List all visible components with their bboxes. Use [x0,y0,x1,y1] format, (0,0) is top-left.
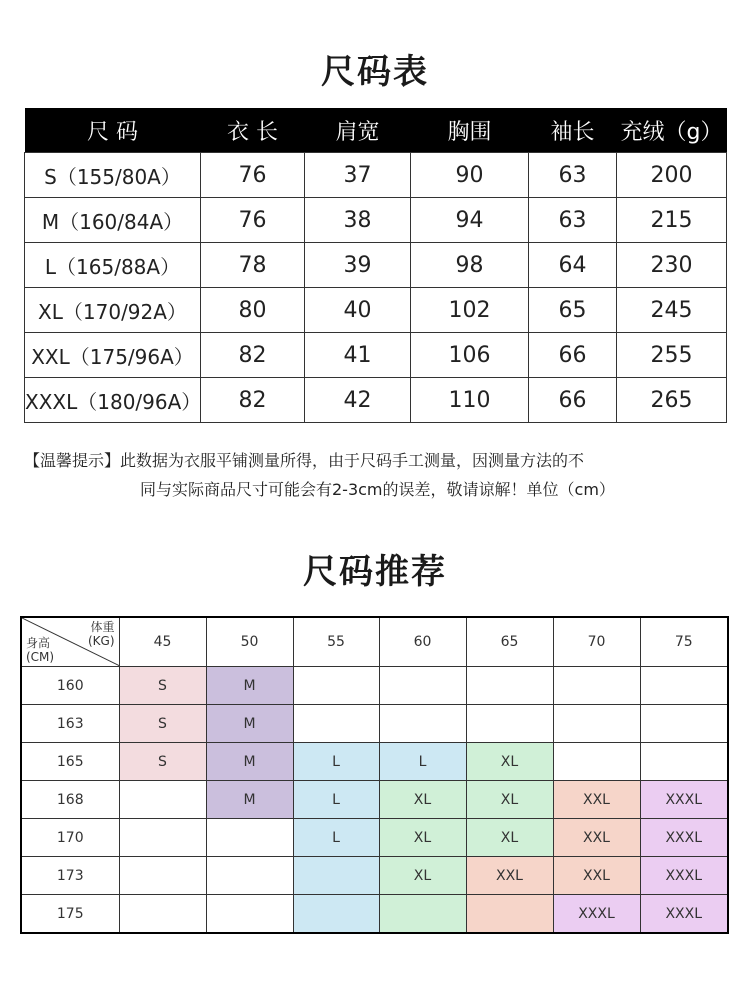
recommended-size-cell: XXXL [640,781,728,819]
size-chart-row [25,288,727,333]
measurement-cell: 230 [617,243,727,288]
recommended-size-cell [379,667,466,705]
height-row-header: 160 [21,667,119,705]
recommend-row [21,895,728,934]
height-row-header: 173 [21,857,119,895]
measurement-cell: 80 [201,288,305,333]
recommended-size-cell [466,895,553,934]
size-label-cell: S（155/80A） [25,153,201,198]
recommend-row [21,743,728,781]
height-label: 身高 [26,636,51,650]
measurement-cell: 102 [411,288,529,333]
recommend-row [21,667,728,705]
recommended-size-cell [206,857,293,895]
height-row-header: 163 [21,705,119,743]
weight-header-cell: 75 [640,617,728,667]
recommended-size-cell [553,743,640,781]
corner-header [21,617,119,667]
weight-header-cell: 55 [293,617,379,667]
recommended-size-cell: XXL [553,781,640,819]
size-chart-row [25,198,727,243]
measurement-cell: 76 [201,153,305,198]
recommended-size-cell [640,667,728,705]
recommended-size-cell [206,819,293,857]
size-label-cell: XXL（175/96A） [25,333,201,378]
recommended-size-cell [466,667,553,705]
size-recommend-title: 尺码推荐 [303,552,447,592]
height-unit: (CM) [26,650,55,664]
measurement-cell: 64 [529,243,617,288]
weight-header-cell: 60 [379,617,466,667]
recommended-size-cell: XL [379,857,466,895]
recommended-size-cell [553,667,640,705]
recommended-size-cell [379,705,466,743]
recommended-size-cell: S [119,705,206,743]
recommended-size-cell: XL [466,781,553,819]
recommended-size-cell: XL [379,819,466,857]
recommended-size-cell: XL [379,781,466,819]
measurement-cell: 63 [529,198,617,243]
size-label-cell: M（160/84A） [25,198,201,243]
measurement-cell: 106 [411,333,529,378]
height-row-header: 175 [21,895,119,934]
measurement-cell: 40 [305,288,411,333]
measurement-cell: 38 [305,198,411,243]
recommended-size-cell: S [119,667,206,705]
recommended-size-cell: XXXL [640,857,728,895]
recommended-size-cell: XXXL [640,895,728,934]
size-chart-header-row [25,108,727,153]
measurement-cell: 66 [529,333,617,378]
tip-note-line-2: 同与实际商品尺寸可能会有2-3cm的误差，敬请谅解！单位（cm） [140,480,615,499]
recommend-row [21,705,728,743]
size-recommend-table [20,616,729,934]
measurement-cell: 82 [201,378,305,423]
weight-header-cell: 70 [553,617,640,667]
weight-unit: (KG) [87,634,115,648]
measurement-cell: 200 [617,153,727,198]
recommended-size-cell: M [206,743,293,781]
recommended-size-cell: XXXL [640,819,728,857]
measurement-cell: 94 [411,198,529,243]
recommended-size-cell [293,705,379,743]
recommended-size-cell: M [206,667,293,705]
recommended-size-cell [379,895,466,934]
measurement-cell: 39 [305,243,411,288]
tip-note-line-1: 【温馨提示】此数据为衣服平铺测量所得，由于尺码手工测量，因测量方法的不 [24,451,585,470]
measurement-cell: 76 [201,198,305,243]
size-chart-header-cell: 尺 码 [25,108,201,153]
measurement-cell: 78 [201,243,305,288]
weight-axis-label [88,620,115,648]
measurement-cell: 37 [305,153,411,198]
recommend-row [21,819,728,857]
measurement-cell: 98 [411,243,529,288]
recommended-size-cell: M [206,705,293,743]
recommended-size-cell: L [293,743,379,781]
size-chart-row [25,378,727,423]
measurement-cell: 90 [411,153,529,198]
recommended-size-cell: XXXL [553,895,640,934]
measurement-cell: 215 [617,198,727,243]
measurement-cell: 41 [305,333,411,378]
recommended-size-cell [553,705,640,743]
recommended-size-cell: L [293,819,379,857]
recommended-size-cell: S [119,743,206,781]
height-row-header: 168 [21,781,119,819]
recommended-size-cell: XXL [466,857,553,895]
recommended-size-cell: XL [466,743,553,781]
recommended-size-cell: L [293,781,379,819]
size-label-cell: XXXL（180/96A） [25,378,201,423]
recommended-size-cell [293,895,379,934]
recommend-header-row [21,617,728,667]
height-axis-label [26,636,54,664]
recommended-size-cell [293,857,379,895]
recommended-size-cell [119,895,206,934]
measurement-cell: 82 [201,333,305,378]
recommended-size-cell: XXL [553,857,640,895]
measurement-cell: 42 [305,378,411,423]
recommended-size-cell [640,743,728,781]
measurement-cell: 65 [529,288,617,333]
recommended-size-cell [293,667,379,705]
weight-header-cell: 65 [466,617,553,667]
size-chart-header-cell: 肩宽 [305,108,411,153]
size-chart-table [24,108,727,423]
height-row-header: 165 [21,743,119,781]
weight-label: 体重 [90,620,115,634]
measurement-cell: 63 [529,153,617,198]
weight-header-cell: 45 [119,617,206,667]
recommend-row [21,857,728,895]
measurement-cell: 110 [411,378,529,423]
recommended-size-cell: M [206,781,293,819]
height-row-header: 170 [21,819,119,857]
size-label-cell: L（165/88A） [25,243,201,288]
size-label-cell: XL（170/92A） [25,288,201,333]
size-chart-title: 尺码表 [321,52,429,92]
recommended-size-cell [119,857,206,895]
recommended-size-cell [119,781,206,819]
recommended-size-cell [640,705,728,743]
measurement-cell: 255 [617,333,727,378]
recommended-size-cell: XXL [553,819,640,857]
recommended-size-cell [206,895,293,934]
weight-header-cell: 50 [206,617,293,667]
measurement-cell: 265 [617,378,727,423]
recommended-size-cell: XL [466,819,553,857]
measurement-cell: 245 [617,288,727,333]
measurement-cell: 66 [529,378,617,423]
size-chart-header-cell: 袖长 [529,108,617,153]
size-chart-header-cell: 充绒（g） [617,108,727,153]
size-chart-row [25,243,727,288]
recommended-size-cell: L [379,743,466,781]
size-chart-row [25,153,727,198]
recommend-row [21,781,728,819]
size-chart-header-cell: 衣 长 [201,108,305,153]
size-chart-header-cell: 胸围 [411,108,529,153]
recommended-size-cell [119,819,206,857]
recommended-size-cell [466,705,553,743]
size-chart-row [25,333,727,378]
